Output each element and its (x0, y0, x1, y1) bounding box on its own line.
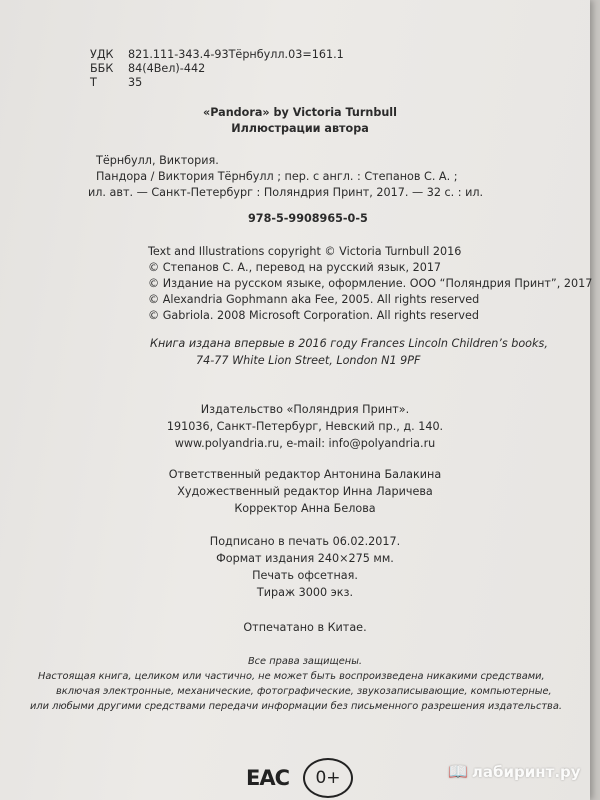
first-published-address: 74-77 White Lion Street, London N1 9PF (196, 354, 421, 367)
first-published-line: Книга издана впервые в 2016 году Frances Lincoln Children’s books, (150, 337, 548, 350)
print-signed: Подписано в печать 06.02.2017. (209, 535, 401, 548)
publisher-name: Издательство «Поляндрия Принт». (200, 403, 410, 416)
rights-title: Все права защищены. (247, 656, 363, 667)
printed-in: Отпечатано в Китае. (243, 621, 367, 634)
print-type: Печать офсетная. (252, 569, 358, 582)
editor-line: Художественный редактор Инна Ларичева (177, 485, 433, 498)
editor-line: Ответственный редактор Антонина Балакина (168, 468, 442, 481)
age-rating-badge (303, 758, 353, 798)
classification-block (90, 48, 344, 90)
bbk-row (90, 62, 344, 76)
conformity-marks (246, 758, 353, 798)
original-title: «Pandora» by Victoria Turnbull (203, 106, 397, 119)
age-rating-label: 0+ (315, 768, 341, 788)
udk-value: 821.111-343.4-93Тёрнбулл.03=161.1 (128, 48, 344, 61)
author-mark-row (90, 76, 344, 90)
rights-line: включая электронные, механические, фотографические, звукозаписывающие, компьютерные, (56, 686, 552, 697)
rights-line: Настоящая книга, целиком или частично, не может быть воспроизведена никакими средствами, (38, 671, 545, 682)
udk-key: УДК (90, 48, 114, 61)
copyright-line: © Степанов С. А., перевод на русский язык, 2017 (148, 261, 442, 274)
rights-line: или любыми другими средствами передачи информации без письменного разрешения издательства. (30, 701, 562, 712)
catalog-author: Тёрнбулл, Виктория. (96, 154, 219, 167)
bbk-key: ББК (90, 62, 114, 75)
catalog-imprint: ил. авт. — Санкт-Петербург : Поляндрия Принт, 2017. — 32 с. : ил. (88, 186, 484, 199)
watermark-text: лабиринт.ру (471, 762, 581, 781)
author-mark-key: Т (90, 76, 97, 89)
print-run: Тираж 3000 экз. (256, 586, 354, 599)
copyright-line: Text and Illustrations copyright © Victoria Turnbull 2016 (148, 245, 462, 258)
publisher-address: 191036, Санкт-Петербург, Невский пр., д. 140. (166, 420, 444, 433)
catalog-title: Пандора / Виктория Тёрнбулл ; пер. с англ. : Степанов С. А. ; (96, 170, 458, 183)
bbk-value: 84(4Вел)-442 (128, 62, 206, 75)
print-format: Формат издания 240×275 мм. (216, 552, 394, 565)
editor-line: Корректор Анна Белова (234, 502, 376, 515)
copyright-line: © Издание на русском языке, оформление. ООО “Поляндрия Принт”, 2017 (148, 277, 593, 290)
author-mark-value: 35 (128, 76, 143, 89)
udk-row (90, 48, 344, 62)
publisher-contacts: www.polyandria.ru, e-mail: info@polyandria.ru (174, 437, 436, 450)
watermark (448, 762, 581, 781)
copyright-line: © Gabriola. 2008 Microsoft Corporation. All rights reserved (148, 309, 479, 322)
copyright-line: © Alexandria Gophmann aka Fee, 2005. All rights reserved (148, 293, 480, 306)
eac-mark: EAC (246, 766, 290, 790)
illustrations-credit: Иллюстрации автора (231, 122, 369, 135)
isbn: 978-5-9908965-0-5 (248, 212, 368, 225)
book-icon: 📖 (448, 762, 468, 781)
